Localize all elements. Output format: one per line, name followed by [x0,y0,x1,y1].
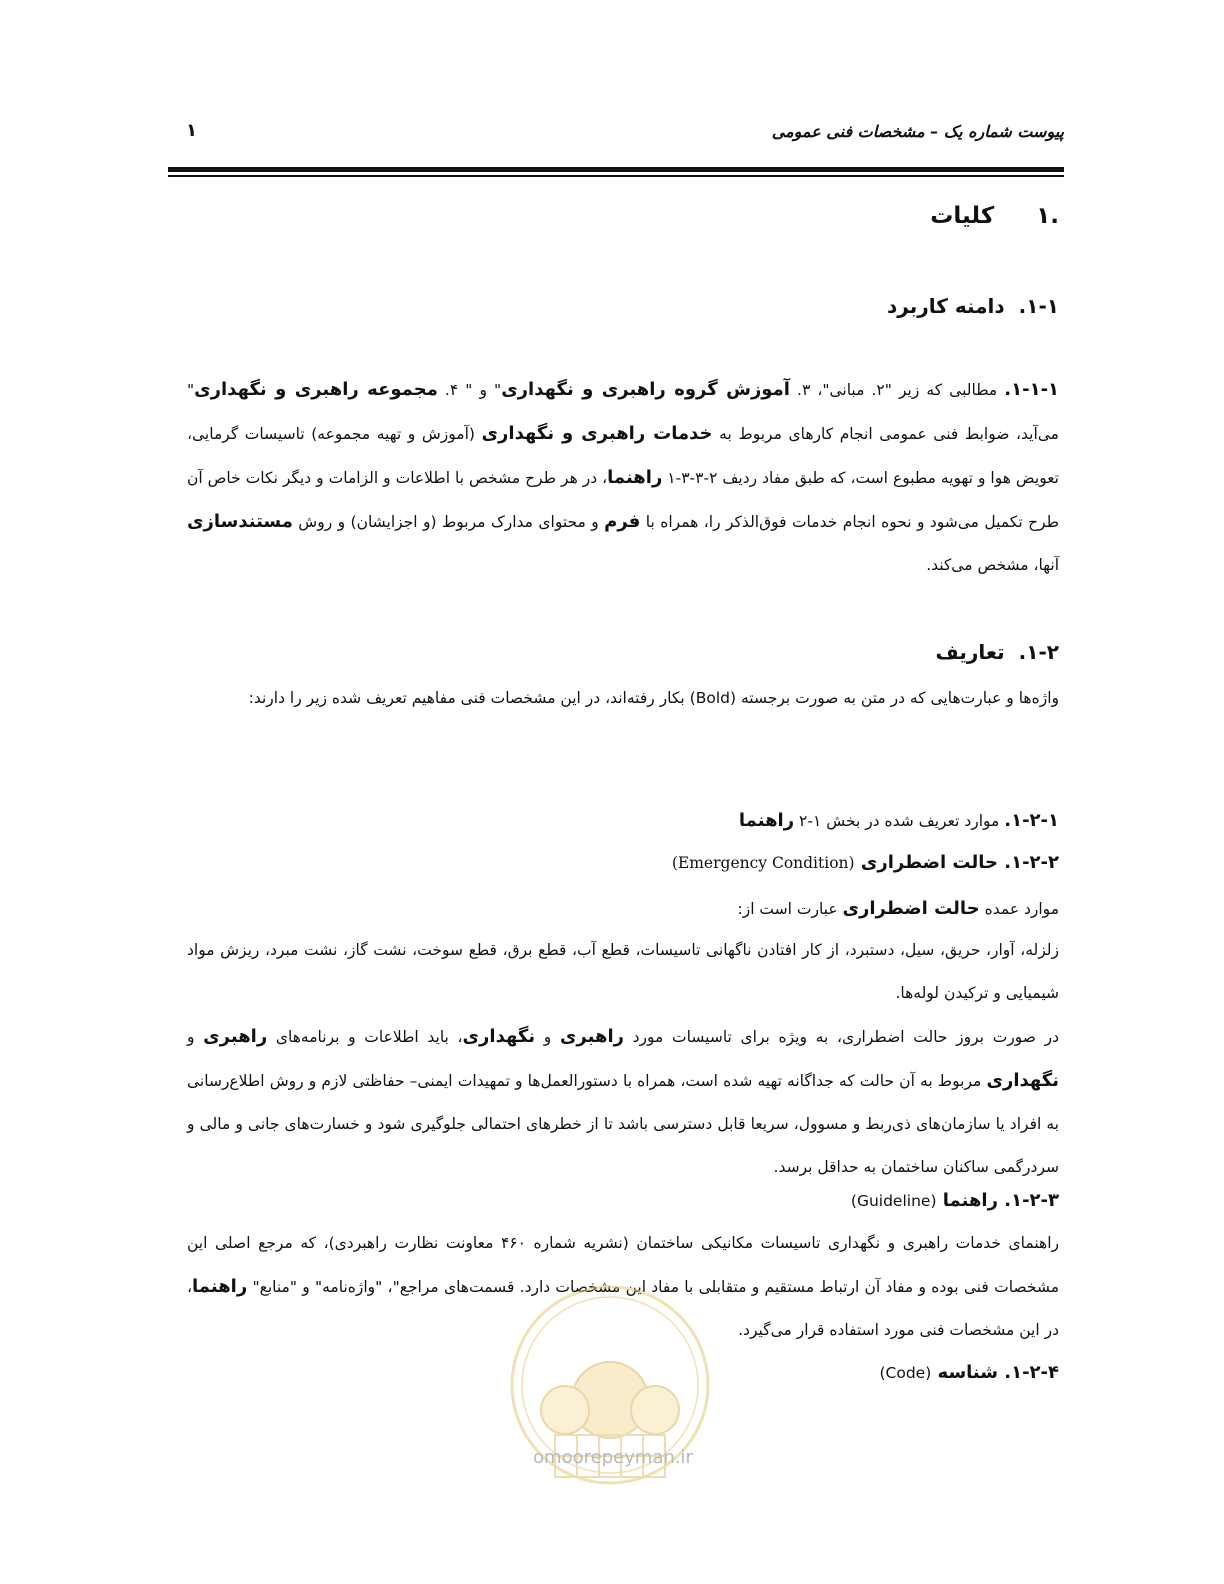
bold-term: راهنما [607,467,663,488]
emergency-list: زلزله، آوار، حریق، سیل، دستبرد، از کار افتادن ناگهانی تاسیسات، قطع آب، قطع برق، قطع سوخت، نشت گاز، نشت مبرد، ریزش مواد شیمیایی و ترکیدن لوله‌ها. [187,941,1059,1002]
header-rule-thin [168,175,1064,177]
text-run: موارد عمده [979,900,1059,918]
text-run: و [535,1028,560,1046]
section-title: تعاریف [935,640,1005,664]
section-number: ۱-۱. [1018,294,1059,318]
bold-term: راهبری [203,1026,268,1047]
bold-term: حالت اضطراری [842,898,980,919]
bold-term: فرم [604,511,641,532]
text-run: مربوط به آن حالت که جداگانه تهیه شده است، همراه با دستورالعمل‌ها و تمهیدات ایمنی– حفاظتی لازم و روش اطلاع‌رسانی به افراد یا سازمان‌های ذی‌ربط و مسوول، سریعا قابل دسترسی باشد تا از خطرهای احتمالی جلوگیری شود و خسارت‌های جانی و مالی و سردرگمی ساکنان ساختمان به حداقل برسد. [187,1072,1059,1176]
item-english-term: (Guideline) [850,1192,937,1210]
text-run: ، در این مشخصات فنی مورد استفاده قرار می‌گیرد. [187,1278,1059,1339]
bold-term: نگهداری [986,1070,1059,1091]
emergency-intro [737,898,1059,919]
text-run: آنها، مشخص می‌کند. [926,556,1059,574]
item-1-2-1 [739,810,1059,831]
item-title: شناسه [931,1362,1005,1383]
text-run: ، باید اطلاعات و برنامه‌های [267,1028,463,1046]
text-run: مطالبی که زیر "۲. مبانی"، ۳. [789,381,1005,399]
section-heading-1-2 [936,640,1059,664]
text-run: " می‌آید، ضوابط فنی عمومی انجام کارهای مربوط به [187,381,1059,443]
bold-term: مستندسازی [187,511,293,532]
bold-term: خدمات راهبری و نگهداری [481,423,713,444]
bold-term: آموزش گروه راهبری و نگهداری [501,379,790,400]
text-run: (آموزش و تهیه مجموعه) تاسیسات گرمایی، تعویض هوا و تهویه مطبوع است، که طبق مفاد ردیف ۲-۳-۳-۱ [187,425,1059,487]
text-run: ، در هر طرح مشخص با اطلاعات و الزامات و دیگر نکات خاص آن طرح تکمیل می‌شود و نحوه انجام خدمات فوق‌الذکر را، همراه با [187,469,1059,531]
item-english-term: (Code) [879,1364,932,1382]
item-number: ۱-۲-۲. [1004,852,1059,873]
text-run: و محتوای مدارک مربوط (و اجزایشان) و روش [292,513,605,531]
emergency-paragraph [187,1015,1059,1189]
item-title: راهنما [936,1190,1005,1211]
text-run: و [187,1028,204,1046]
section-number: .۱ [1036,203,1059,229]
watermark-seal-icon [495,1285,725,1515]
item-number: ۱-۲-۱. [1004,810,1059,831]
section-title: کلیات [930,203,995,229]
page-number: ۱ [186,120,197,141]
section-heading-1 [930,203,1059,229]
text-run: " و " ۴. [437,381,502,399]
text-run: موارد تعریف شده در بخش ۱-۲ [794,812,1005,830]
section-title: دامنه کاربرد [887,294,1005,318]
header-title: پیوست شماره یک – مشخصات فنی عمومی [771,122,1064,141]
section-heading-1-1 [887,294,1059,318]
text-run: راهنمای خدمات راهبری و نگهداری تاسیسات مکانیکی ساختمان (نشریه شماره ۴۶۰ معاونت نظارت راهبردی)، که مرجع اصلی این مشخصات فنی بوده و مفاد آن ارتباط مستقیم و متقابلی با مفاد این مشخصات دارد. قسمت‌های مراجع"، "واژه‌نامه" و "منابع" [187,1234,1059,1296]
item-number: ۱-۱-۱. [1004,379,1060,400]
item-1-2-4-heading [879,1362,1059,1383]
item-1-2-3-heading [851,1190,1059,1211]
paragraph-1-1-1 [187,368,1059,587]
watermark-text: omoorepeyman.ir [533,1447,693,1468]
item-english-term: (Emergency Condition) [671,854,855,872]
text-run: در صورت بروز حالت اضطراری، به ویژه برای تاسیسات مورد [623,1028,1059,1046]
section-number: ۱-۲. [1018,640,1059,664]
header-rule-thick [168,167,1064,172]
bold-term: راهنما [192,1276,248,1297]
bold-term: نگهداری [462,1026,536,1047]
item-number: ۱-۲-۳. [1004,1190,1059,1211]
paragraph-definitions: واژه‌ها و عبارت‌هایی که در متن به صورت برجسته (Bold) بکار رفته‌اند، در این مشخصات فنی مفاهیم تعریف شده زیر را دارند: [248,689,1059,707]
bold-term: راهنما [738,810,795,831]
item-1-2-2-heading [672,852,1059,873]
item-title: حالت اضطراری [854,852,1005,873]
bold-term: راهبری [559,1026,624,1047]
bold-term: مجموعه راهبری و نگهداری [194,379,438,400]
item-number: ۱-۲-۴. [1004,1362,1059,1383]
text-run: عبارت است از: [737,900,843,918]
